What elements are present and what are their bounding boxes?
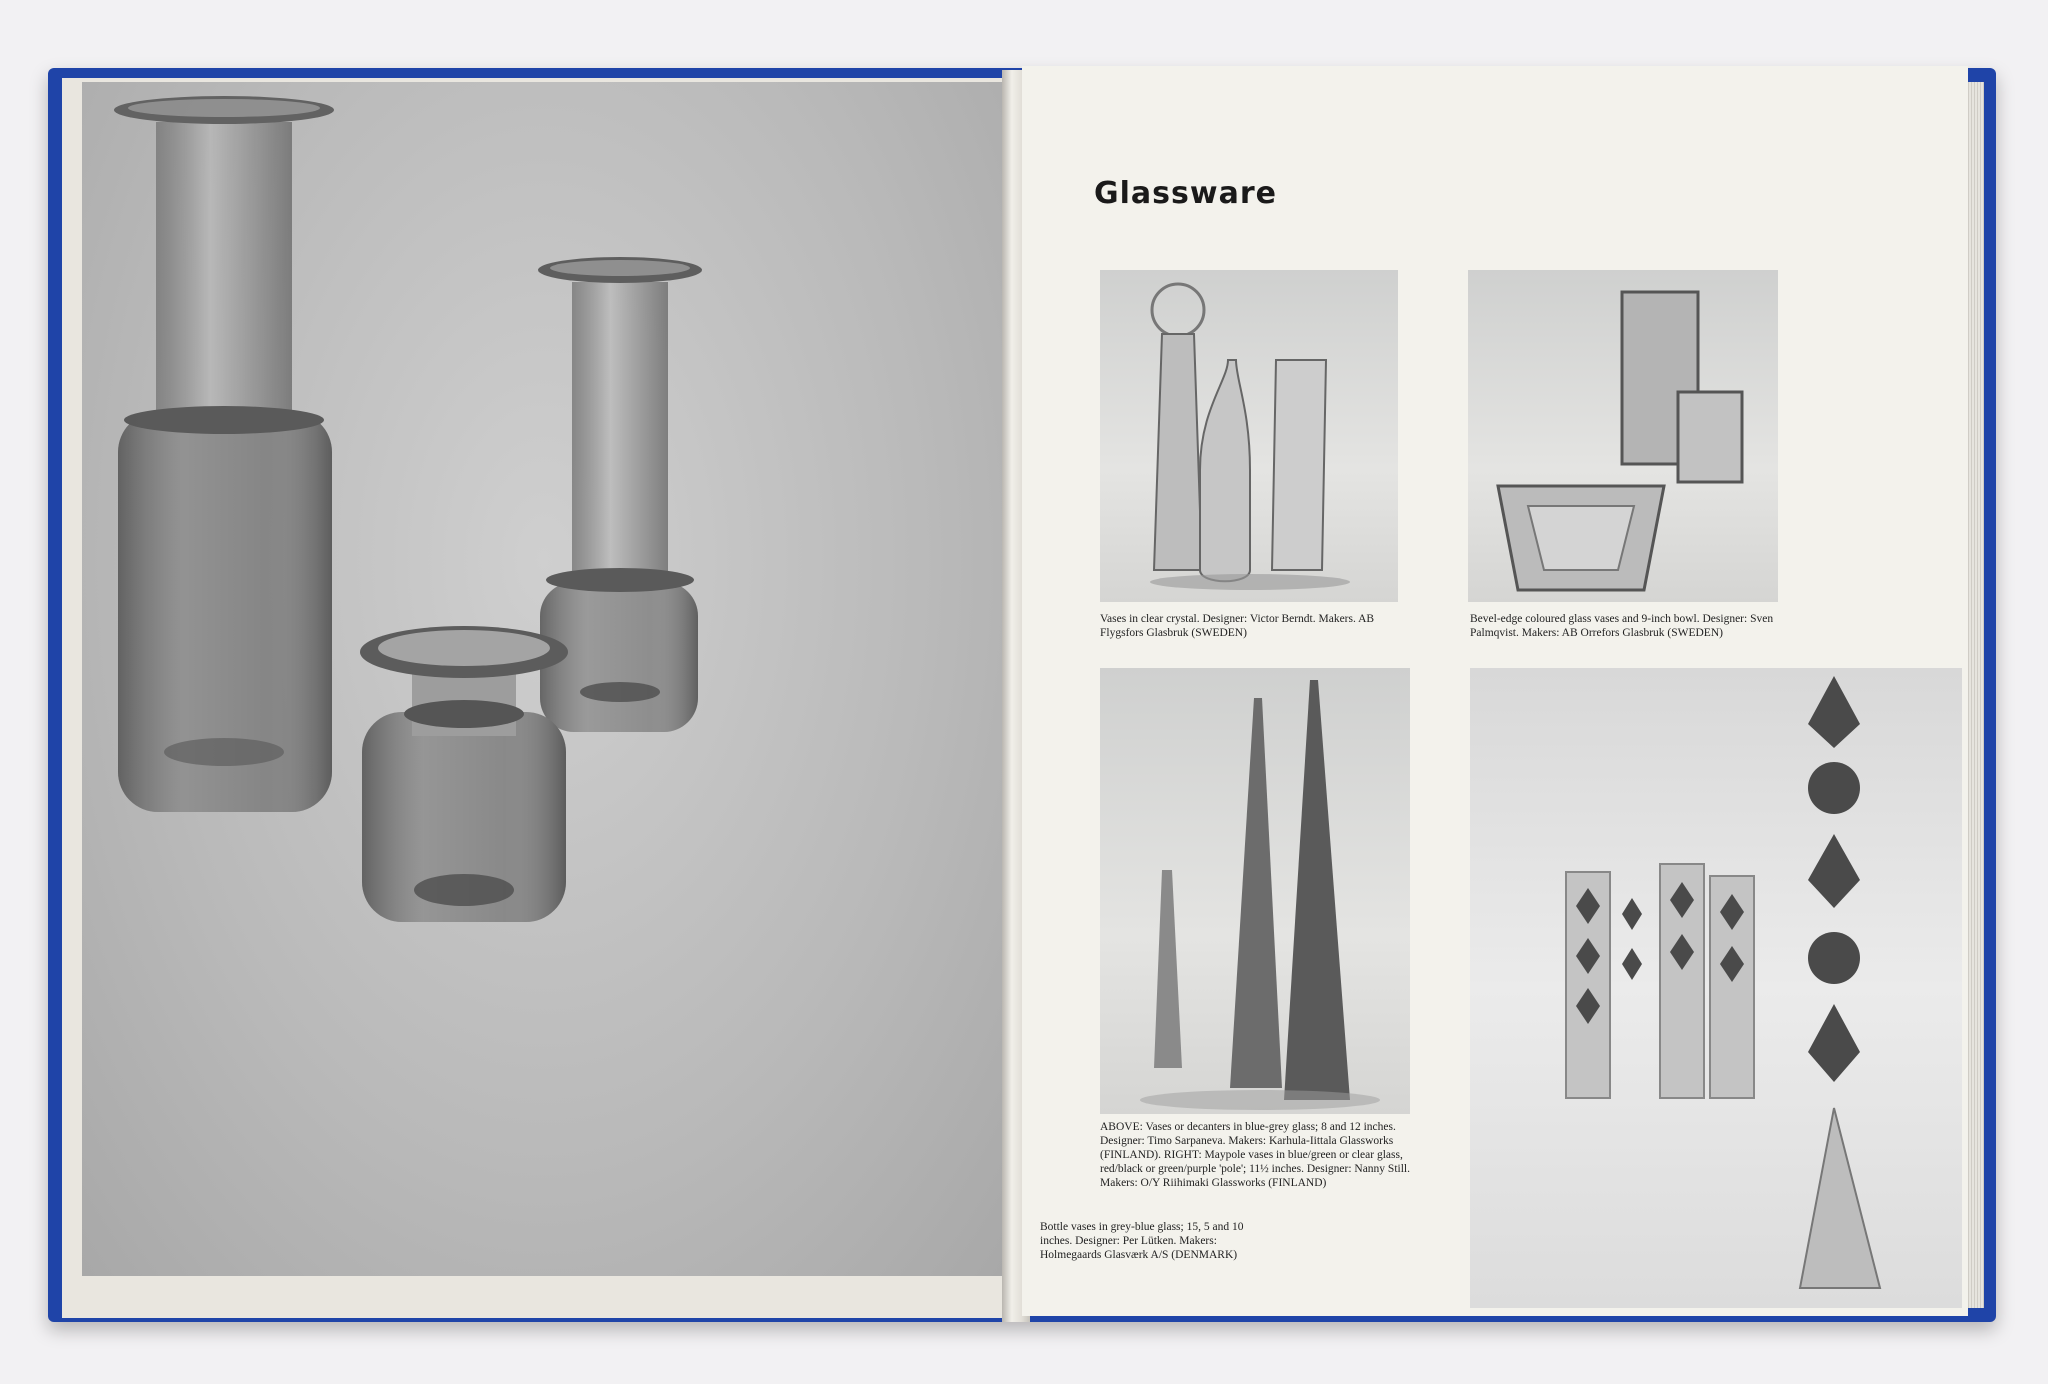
tall-vase: [114, 96, 334, 812]
caption-bottle-vases: Bottle vases in grey-blue glass; 15, 5 and 10 inches. Designer: Per Lütken. Makers: Holmegaards Glasværk A/S (DENMARK): [1040, 1221, 1244, 1261]
caption-decanters-maypole: ABOVE: Vases or decanters in blue-grey glass; 8 and 12 inches. Designer: Timo Sarpaneva. Makers: Karhula-Iittala Glassworks (FINLAND). RIGHT: Maypole vases in blue/green or clear glass, red/black or green/purple 'pole'; 11½ inches. Designer: Nanny Still. Makers: O/Y Riihimaki Glassworks (FINLAND): [1100, 1121, 1410, 1189]
page-heading: Glassware: [1094, 176, 1277, 211]
caption-clear-crystal: Vases in clear crystal. Designer: Victor Berndt. Makers. AB Flygsfors Glasbruk (SWEDEN): [1100, 613, 1375, 639]
bottle-vases-illustration: [82, 82, 1006, 1276]
short-vase: [360, 626, 568, 922]
blue-grey-decanters-photo: [1100, 668, 1410, 1114]
caption-bevel-edge: Bevel-edge coloured glass vases and 9-inch bowl. Designer: Sven Palmqvist. Makers: AB Orrefors Glasbruk (SWEDEN): [1470, 613, 1774, 639]
bottle-vases-photo: [82, 82, 1006, 1276]
maypole-vases-photo: [1470, 668, 1962, 1308]
clear-crystal-vases-photo: [1100, 270, 1398, 602]
bevel-edge-vases-photo: [1468, 270, 1778, 602]
right-vase: [538, 257, 702, 732]
